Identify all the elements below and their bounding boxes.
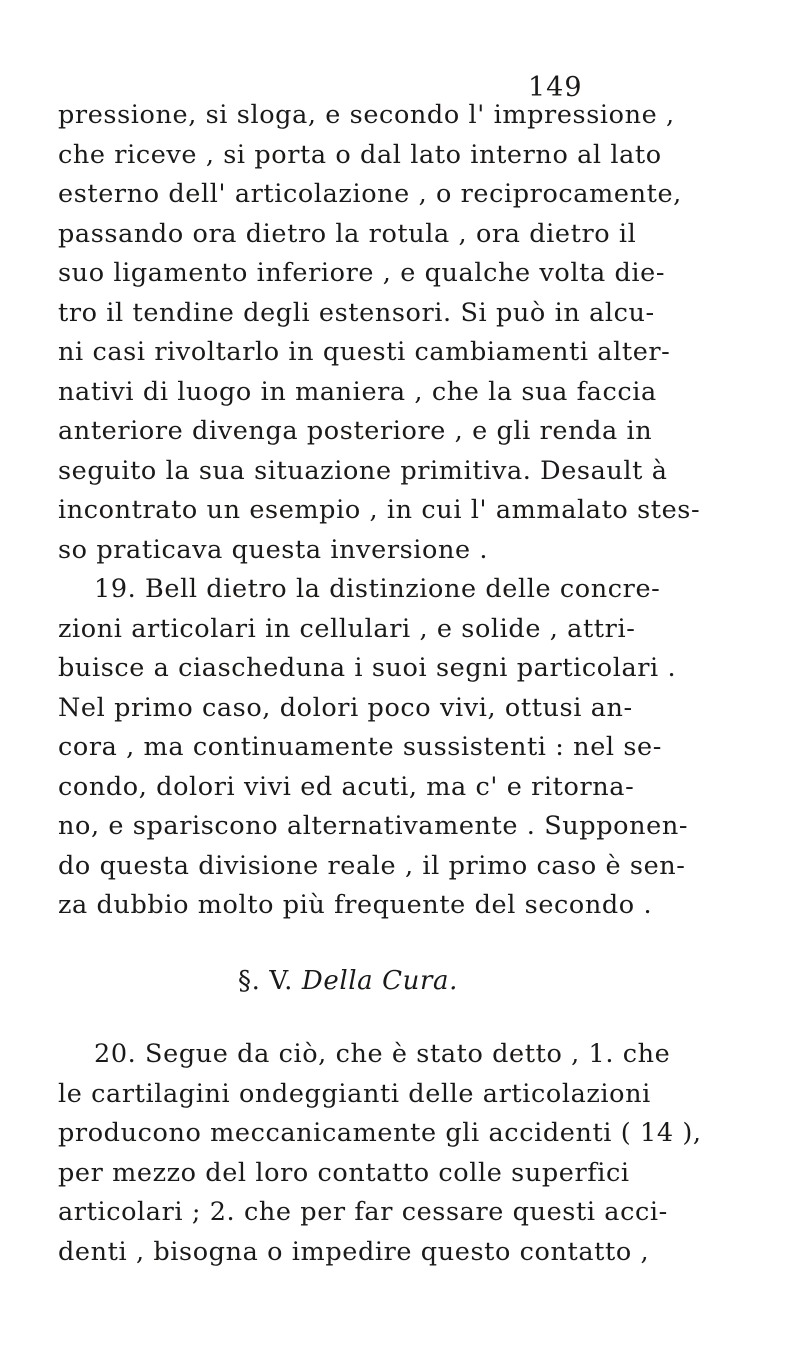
text-line: passando ora dietro la rotula , ora dietro il	[58, 218, 637, 249]
text-line: condo, dolori vivi ed acuti, ma c' e ritorna-	[58, 771, 635, 802]
text-line: 20. Segue da ciò, che è stato detto , 1. che	[94, 1039, 671, 1069]
text-block	[58, 96, 738, 1272]
section-heading	[58, 962, 738, 1002]
paragraph-1	[58, 96, 738, 570]
text-line: articolari ; 2. che per far cessare questi acci-	[58, 1197, 668, 1227]
text-line: tro il tendine degli estensori. Si può in alcu-	[58, 297, 655, 328]
text-line: zioni articolari in cellulari , e solide , attri-	[58, 613, 636, 644]
text-line: incontrato un esempio , in cui l' ammalato stes-	[58, 495, 701, 525]
text-line: no, e spariscono alternativamente . Supponen-	[58, 811, 689, 841]
text-line: denti , bisogna o impedire questo contatto ,	[58, 1236, 650, 1267]
text-line: producono meccanicamente gli accidenti ( 14 ),	[58, 1118, 702, 1148]
text-line: buisce a ciascheduna i suoi segni particolari .	[58, 653, 677, 683]
text-line: cora , ma continuamente sussistenti : nel se-	[58, 732, 662, 762]
text-line: esterno dell' articolazione , o reciprocamente,	[58, 179, 682, 209]
text-line: anteriore divenga posteriore , e gli renda in	[58, 416, 653, 446]
text-line: che riceve , si porta o dal lato interno al lato	[58, 139, 662, 170]
text-line: za dubbio molto più frequente del secondo .	[58, 890, 653, 920]
text-line: per mezzo del loro contatto colle superfici	[58, 1157, 630, 1188]
page-number: 149	[528, 72, 583, 103]
text-line: 19. Bell dietro la distinzione delle concre-	[94, 574, 661, 604]
section-heading-title: Della Cura.	[301, 965, 458, 996]
paragraph-3	[58, 1035, 738, 1272]
text-line: le cartilagini ondeggianti delle articolazioni	[58, 1078, 651, 1109]
text-line: so praticava questa inversione .	[58, 534, 489, 565]
text-line: do questa divisione reale , il primo caso è sen-	[58, 850, 686, 881]
paragraph-2	[58, 570, 738, 926]
text-line: seguito la sua situazione primitiva. Desault à	[58, 455, 668, 486]
text-line: nativi di luogo in maniera , che la sua faccia	[58, 376, 657, 407]
text-line: suo ligamento inferiore , e qualche volta die-	[58, 258, 666, 288]
text-line: pressione, si sloga, e secondo l' impressione ,	[58, 100, 675, 130]
section-heading-prefix: §. V.	[238, 965, 294, 996]
text-line: ni casi rivoltarlo in questi cambiamenti alter-	[58, 337, 671, 367]
text-line: Nel primo caso, dolori poco vivi, ottusi an-	[58, 692, 633, 723]
